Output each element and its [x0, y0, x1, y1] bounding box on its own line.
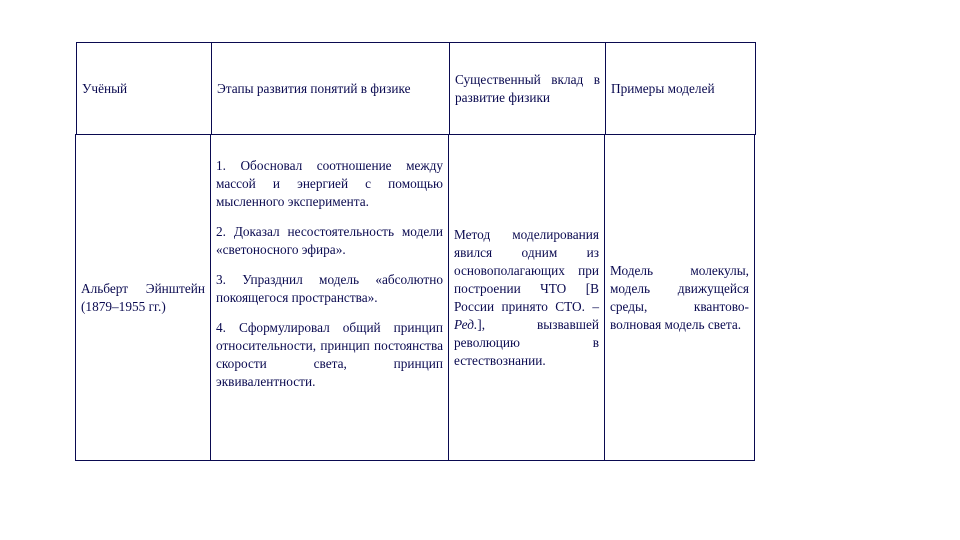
- header-models: [605, 42, 756, 135]
- header-models-text: Примеры моделей: [611, 80, 715, 96]
- contribution-text-before: Метод моделирования явился одним из основополагающих при построении ЧТО [В России принято СТО. –: [454, 226, 599, 314]
- header-stages: [211, 42, 450, 135]
- cell-contribution: [448, 134, 605, 461]
- stage-item: 3. Упразднил модель «абсолютно покоящегося пространства».: [216, 272, 443, 305]
- stage-item: 2. Доказал несостоятельность модели «светоносного эфира».: [216, 224, 443, 257]
- editor-abbrev: Ред.: [454, 316, 478, 332]
- cell-scientist: [75, 134, 211, 461]
- contribution-text: [454, 226, 599, 370]
- header-stages-text: Этапы развития понятий в физике: [217, 80, 411, 96]
- stage-item: 4. Сформулировал общий принцип относительности, принцип постоянства скорости света, принцип эквивалентности.: [216, 320, 443, 389]
- contribution-text-after: ], вызвавшей революцию в естествознании.: [454, 316, 599, 368]
- cell-stages: [210, 134, 449, 461]
- header-scientist-text: Учёный: [82, 80, 128, 96]
- scientist-name: Альберт Эйнштейн (1879–1955 гг.): [81, 280, 205, 314]
- header-scientist: [76, 42, 212, 135]
- header-contribution: [449, 42, 606, 135]
- cell-models: [604, 134, 755, 461]
- header-contribution-text: Существенный вклад в развитие физики: [455, 71, 600, 105]
- stage-item: 1. Обосновал соотношение между массой и энергией с помощью мысленного эксперимента.: [216, 158, 443, 209]
- models-text: Модель молекулы, модель движущейся среды, квантово-волновая модель света.: [610, 262, 749, 332]
